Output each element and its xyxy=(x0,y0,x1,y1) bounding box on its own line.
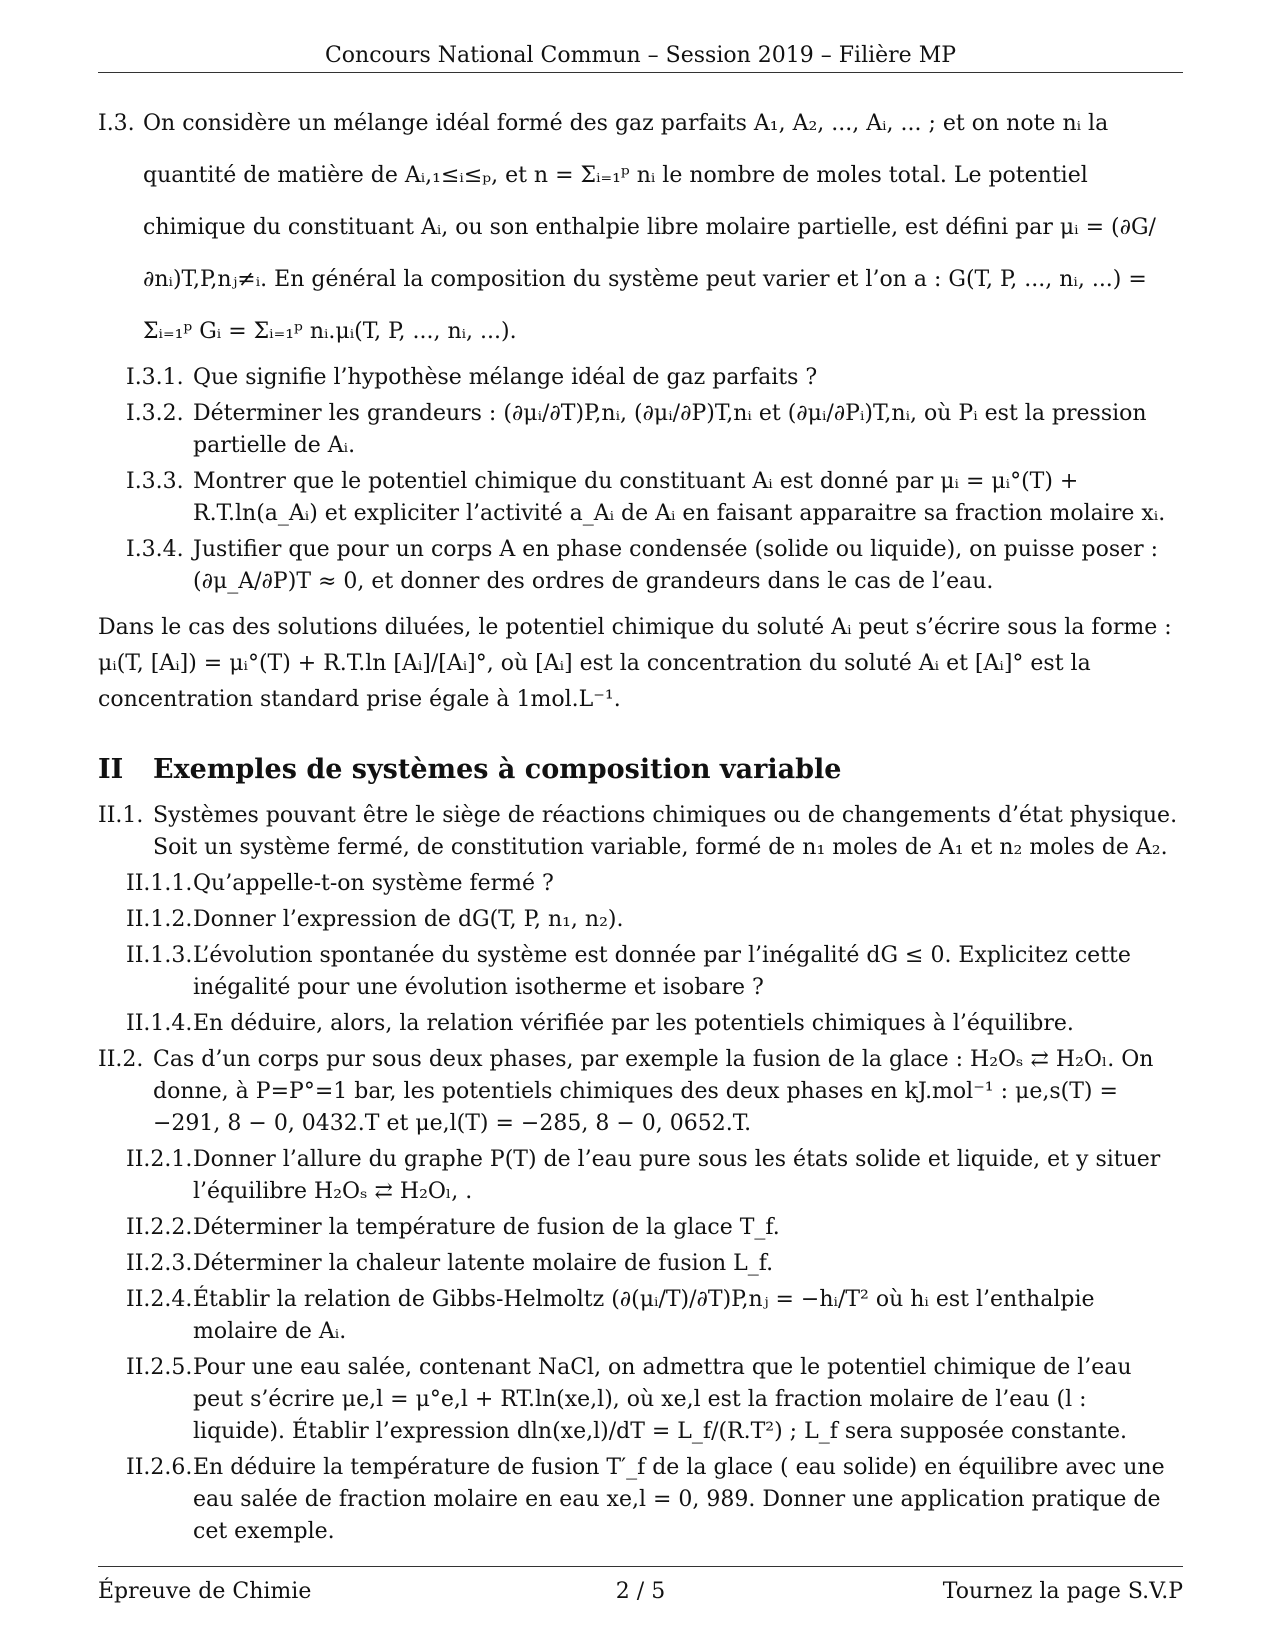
question-number: II.1.2. xyxy=(126,907,193,932)
page-content xyxy=(98,98,1183,1552)
question-number: I.3.4. xyxy=(126,537,184,562)
footer-turn-page: Tournez la page S.V.P xyxy=(942,1579,1183,1604)
footer-rule xyxy=(98,1566,1183,1567)
question-text: En déduire, alors, la relation vérifiée par les potentiels chimiques à l’équilibre. xyxy=(193,1011,1074,1036)
question-II-2-3 xyxy=(98,1248,1183,1280)
question-number: II.1.4. xyxy=(126,1011,193,1036)
question-text: Qu’appelle-t-on système fermé ? xyxy=(193,871,554,896)
question-text: Déterminer la chaleur latente molaire de fusion L_f. xyxy=(193,1251,774,1276)
question-text: Donner l’allure du graphe P(T) de l’eau pure sous les états solide et liquide, et y situer l’équilibre H₂Oₛ ⇄ H₂Oₗ, . xyxy=(193,1147,1161,1204)
question-number: II.2.2. xyxy=(126,1215,193,1240)
question-II-2 xyxy=(98,1044,1183,1140)
question-I-3-3 xyxy=(98,466,1183,530)
question-II-2-5 xyxy=(98,1352,1183,1448)
page-footer xyxy=(98,1576,1183,1608)
question-II-1-3 xyxy=(98,940,1183,1004)
question-number: II.2.5. xyxy=(126,1355,193,1380)
question-number: II.2.1. xyxy=(126,1147,193,1172)
question-text: Donner l’expression de dG(T, P, n₁, n₂). xyxy=(193,907,624,932)
question-text: Déterminer la température de fusion de la glace T_f. xyxy=(193,1215,780,1240)
page-header: Concours National Commun – Session 2019 – Filière MP xyxy=(324,43,957,68)
question-text: Montrer que le potentiel chimique du constituant Aᵢ est donné par μᵢ = μᵢ°(T) + R.T.ln(a_Aᵢ) et expliciter l’activité a_Aᵢ de Aᵢ en faisant apparaitre sa fraction molaire xᵢ. xyxy=(193,469,1166,526)
question-number: II.2.3. xyxy=(126,1251,193,1276)
question-I-3-1 xyxy=(98,362,1183,394)
question-number: I.3.2. xyxy=(126,401,184,426)
question-text: Cas d’un corps pur sous deux phases, par exemple la fusion de la glace : H₂Oₛ ⇄ H₂Oₗ. On donne, à P=P°=1 bar, les potentiels chimiques des deux phases en kJ.mol⁻¹ : μe,s(T) = −291, 8 − 0, 0432.T et μe,l(T) = −285, 8 − 0, 0652.T. xyxy=(153,1047,1154,1136)
question-II-1-1 xyxy=(98,868,1183,900)
question-II-1-2 xyxy=(98,904,1183,936)
question-number: II.1.3. xyxy=(126,943,193,968)
question-number: II.2. xyxy=(98,1047,144,1072)
question-text: Pour une eau salée, contenant NaCl, on admettra que le potentiel chimique de l’eau peut s’écrire μe,l = μ°e,l + RT.ln(xe,l), où xe,l est la fraction molaire de l’eau (l : liquide). Établir l’expression dln(xe,l)/dT = L_f/(R.T²) ; L_f sera supposée constante. xyxy=(193,1355,1132,1444)
page-number: 2 / 5 xyxy=(615,1579,666,1604)
question-number: I.3.1. xyxy=(126,365,184,390)
section-title xyxy=(98,752,1183,788)
question-number: II.1. xyxy=(98,803,144,828)
question-number: II.1.1. xyxy=(126,871,193,896)
question-number: II.2.4. xyxy=(126,1287,193,1312)
question-number: I.3.3. xyxy=(126,469,184,494)
section-number: II xyxy=(98,754,124,785)
question-II-2-2 xyxy=(98,1212,1183,1244)
question-I-3-2 xyxy=(98,398,1183,462)
question-II-2-4 xyxy=(98,1284,1183,1348)
header-rule xyxy=(98,72,1183,73)
question-text: Justifier que pour un corps A en phase condensée (solide ou liquide), on puisse poser : (∂μ_A/∂P)T ≈ 0, et donner des ordres de grandeurs dans le cas de l’eau. xyxy=(193,537,1159,594)
question-number: I.3. xyxy=(98,111,135,136)
question-II-2-6 xyxy=(98,1452,1183,1548)
dilute-solutions-paragraph: Dans le cas des solutions diluées, le potentiel chimique du soluté Aᵢ peut s’écrire sous la forme : μᵢ(T, [Aᵢ]) = μᵢ°(T) + R.T.ln [Aᵢ]/[Aᵢ]°, où [Aᵢ] est la concentration du soluté Aᵢ et [Aᵢ]° est la concentration standard prise égale à 1mol.L⁻¹. xyxy=(98,615,1172,712)
question-II-1-4 xyxy=(98,1008,1183,1040)
question-text: Que signifie l’hypothèse mélange idéal de gaz parfaits ? xyxy=(193,365,818,390)
question-number: II.2.6. xyxy=(126,1455,193,1480)
question-II-2-1 xyxy=(98,1144,1183,1208)
question-text: Déterminer les grandeurs : (∂μᵢ/∂T)P,nᵢ, (∂μᵢ/∂P)T,nᵢ et (∂μᵢ/∂Pᵢ)T,nᵢ, où Pᵢ est la pression partielle de Aᵢ. xyxy=(193,401,1147,458)
question-text: Établir la relation de Gibbs-Helmoltz (∂(μᵢ/T)/∂T)P,nⱼ = −hᵢ/T² où hᵢ est l’enthalpie molaire de Aᵢ. xyxy=(193,1287,1095,1344)
question-text: On considère un mélange idéal formé des gaz parfaits A₁, A₂, ..., Aᵢ, ... ; et on note nᵢ la quantité de matière de Aᵢ,₁≤ᵢ≤ₚ, et n = Σᵢ₌₁ᵖ nᵢ le nombre de moles total. Le potentiel chimique du constituant Aᵢ, ou son enthalpie libre molaire partielle, est défini par μᵢ = (∂G/∂nᵢ)T,P,nⱼ≠ᵢ. En général la composition du système peut varier et l’on a : G(T, P, ..., nᵢ, ...) = Σᵢ₌₁ᵖ Gᵢ = Σᵢ₌₁ᵖ nᵢ.μᵢ(T, P, ..., nᵢ, ...). xyxy=(143,111,1156,344)
question-text: En déduire la température de fusion T′_f de la glace ( eau solide) en équilibre avec une eau salée de fraction molaire en eau xe,l = 0, 989. Donner une application pratique de cet exemple. xyxy=(193,1455,1165,1544)
footer-exam-name: Épreuve de Chimie xyxy=(98,1579,312,1604)
section-heading: Exemples de systèmes à composition variable xyxy=(153,754,842,785)
question-text: L’évolution spontanée du système est donnée par l’inégalité dG ≤ 0. Explicitez cette inégalité pour une évolution isotherme et isobare ? xyxy=(193,943,1131,1000)
question-text: Systèmes pouvant être le siège de réactions chimiques ou de changements d’état physique. Soit un système fermé, de constitution variable, formé de n₁ moles de A₁ et n₂ moles de A₂. xyxy=(153,803,1178,860)
question-I-3 xyxy=(98,98,1183,358)
question-II-1 xyxy=(98,800,1183,864)
question-I-3-4 xyxy=(98,534,1183,598)
